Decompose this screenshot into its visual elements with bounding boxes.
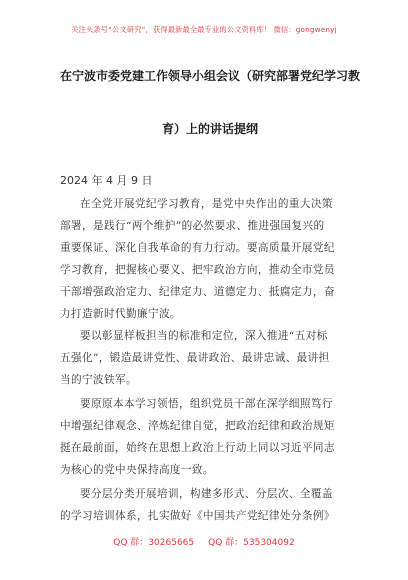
body-line: 为核心的党中央保持高度一致。 [60,464,214,476]
top-banner: 关注头条号“公文研究”，获得最新最全最专业的公文资料库！ 微信：gongwenyj [71,25,337,34]
body-line: 要分层分类开展培训，构建多形式、分层次、全覆盖 [80,488,333,500]
body-line: 挺在最前面，始终在思想上政治上行动上同以习近平同志 [60,442,335,454]
body-line: 的学习培训体系，扎实做好《中国共产党纪律处分条例》 [60,510,335,522]
body-line: 中增强纪律观念、淬炼纪律自觉，把政治纪律和政治规矩 [60,420,335,432]
body-line: 部署，是践行“两个维护”的必然要求、推进强国复兴的 [60,220,325,232]
body-line: 学习教育，把握核心要义、把牢政治方向，推动全市党员 [60,264,335,276]
body-line: 要原原本本学习领悟，组织党员干部在深学细照笃行 [80,398,333,410]
body-line: 力打造新时代勤廉宁波。 [60,308,181,320]
document-title-line-1: 在宁波市委党建工作领导小组会议（研究部署党纪学习教 [60,69,361,83]
footer-qq-group-2: QQ 群：535304092 [208,538,295,548]
body-line: 在全党开展党纪学习教育，是党中央作出的重大决策 [80,198,333,210]
body-line: 重要保证、深化自我革命的有力行动。要高质量开展党纪 [60,242,335,254]
body-line: 要以彰显样板担当的标准和定位，深入推进“五对标 [80,330,328,342]
body-line: 干部增强政治定力、纪律定力、道德定力、抵腐定力，奋 [60,286,335,298]
body-line: 五强化”，锻造最讲党性、最讲政治、最讲忠诚、最讲担 [60,352,330,364]
document-title-line-2: 育）上的讲话提纲 [162,122,259,136]
footer [0,535,408,548]
footer-qq-group-1: QQ 群：30265665 [113,538,195,548]
body-line: 当的宁波铁军。 [60,374,137,386]
document-date: 2024 年 4 月 9 日 [60,174,153,187]
